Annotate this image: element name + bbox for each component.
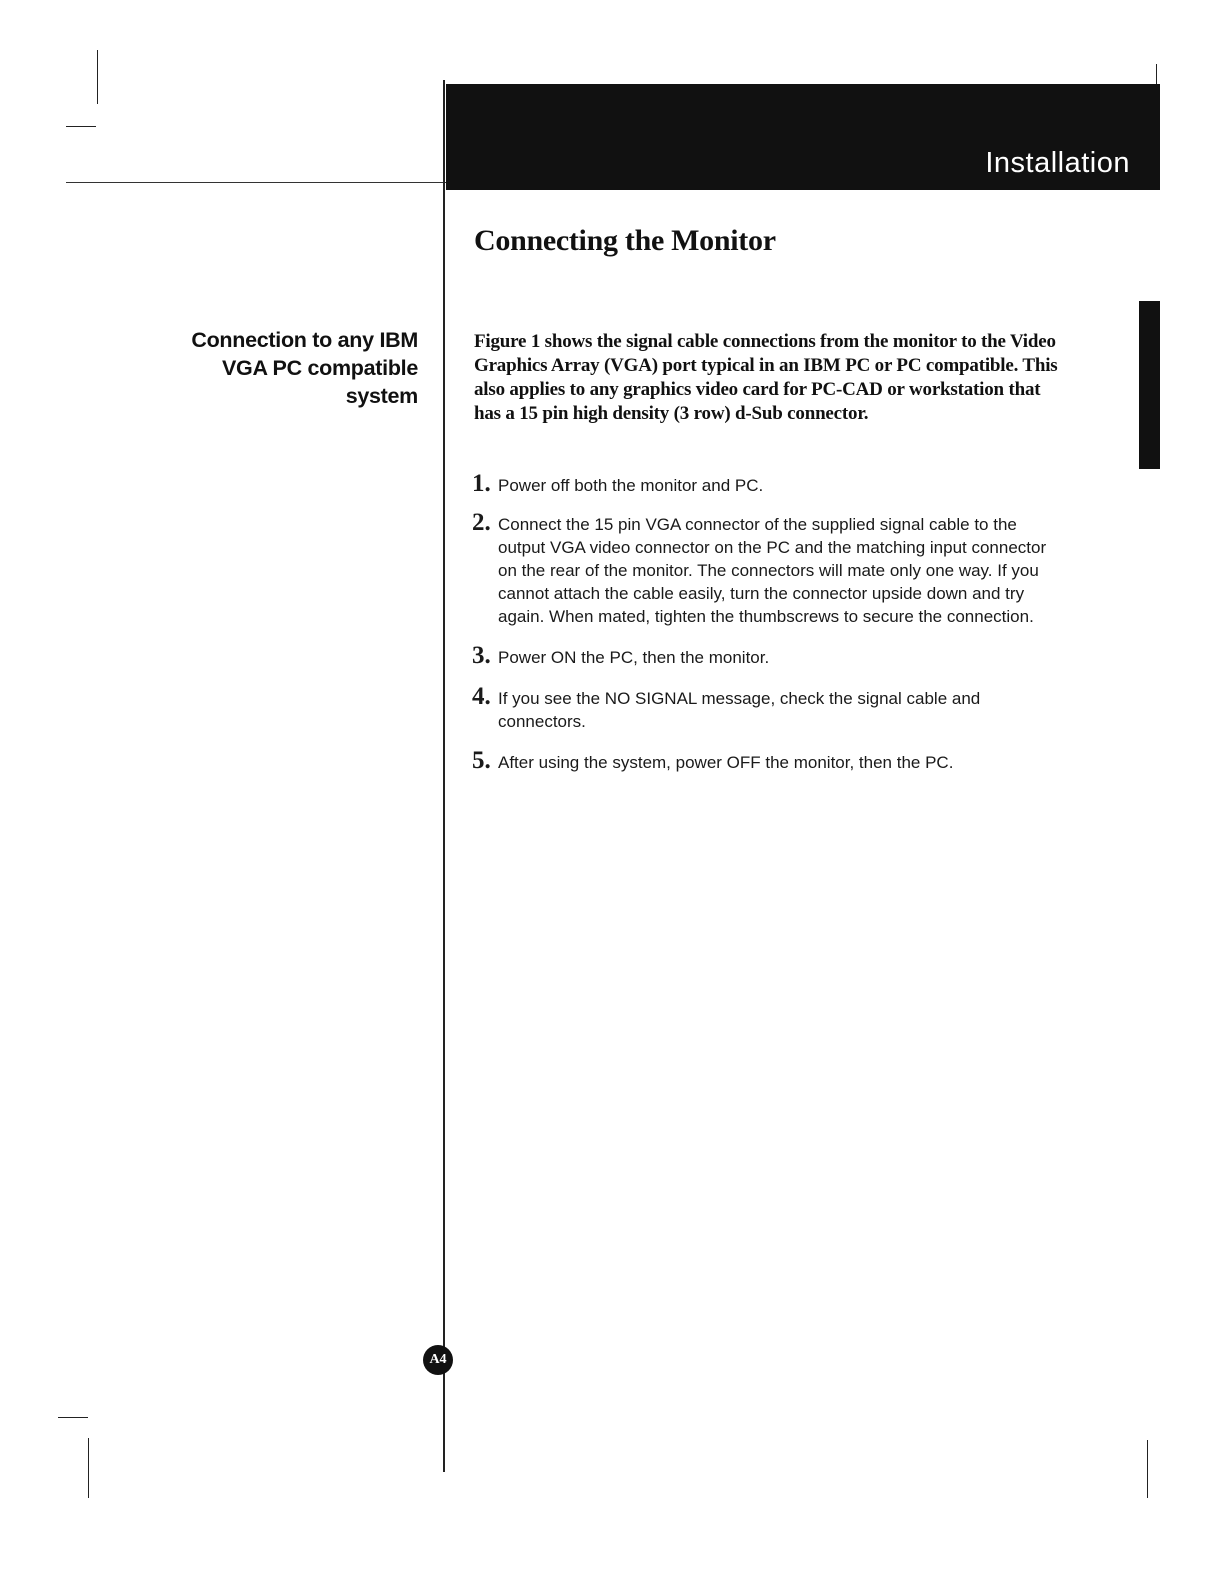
step-number: 2. [472,509,491,536]
step-text: If you see the NO SIGNAL message, check the signal cable and connectors. [498,689,981,731]
crop-mark [88,1438,89,1498]
vertical-rule [443,80,445,1472]
intro-paragraph: Figure 1 shows the signal cable connections from the monitor to the Video Graphics Array (VGA) port typical in an IBM PC or PC compatible. This also applies to any graphics video card for PC-CAD or workstation that has a 15 pin high density (3 row) d-Sub connector. [474,331,1058,424]
steps-list [472,470,1060,774]
step-item [472,683,1060,733]
step-number: 3. [472,642,491,669]
step-item [472,747,1060,774]
step-text: Power off both the monitor and PC. [498,476,764,495]
step-item [472,509,1060,628]
crop-mark [97,50,98,104]
horizontal-rule [66,182,446,183]
step-text: Power ON the PC, then the monitor. [498,648,770,667]
page-number-badge: A4 [423,1345,453,1375]
sidebar-heading [150,326,418,410]
crop-mark [58,1417,88,1418]
step-text: After using the system, power OFF the monitor, then the PC. [498,753,954,772]
step-text: Connect the 15 pin VGA connector of the supplied signal cable to the output VGA video connector on the PC and the matching input connector on the rear of the monitor. The connectors will mate only one way. If you cannot attach the cable easily, turn the connector upside down and try again. When mated, tighten the thumbscrews to secure the connection. [498,515,1047,626]
side-thumb-tab [1139,301,1160,469]
step-number: 4. [472,683,491,710]
step-item [472,642,1060,669]
crop-mark [1147,1440,1148,1498]
page-title: Connecting the Monitor [474,224,776,257]
sidebar-heading-line: system [345,384,418,408]
crop-mark [66,126,96,127]
sidebar-heading-line: VGA PC compatible [221,356,418,380]
step-number: 5. [472,747,491,774]
step-item [472,470,1060,497]
sidebar-heading-line: Connection to any IBM [191,328,418,352]
step-number: 1. [472,470,491,497]
section-title: Installation [985,147,1130,179]
section-header-bar [446,84,1160,190]
